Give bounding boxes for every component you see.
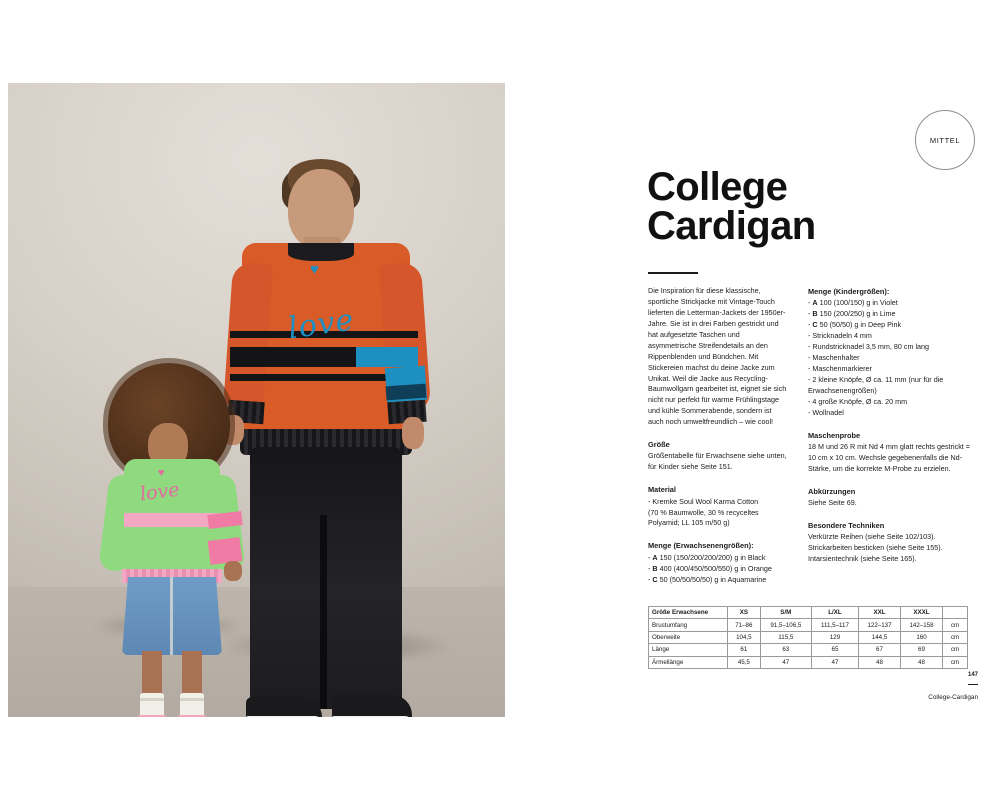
heading-menge-erwachsene: Menge (Erwachsenengrößen): bbox=[648, 541, 754, 551]
list-item: (70 % Baumwolle, 30 % recyceltes Polyamid; LL 105 m/50 g) bbox=[648, 507, 759, 528]
list-menge-kinder bbox=[808, 298, 970, 418]
table-header-cell bbox=[943, 607, 968, 619]
yarn-amount: 50 (50/50) g in Deep Pink bbox=[817, 320, 902, 330]
list-item bbox=[648, 553, 788, 564]
table-cell: 111,5–117 bbox=[811, 619, 858, 631]
table-cell: 160 bbox=[900, 631, 942, 643]
page-title-line1: College bbox=[647, 165, 788, 209]
table-header-cell: Größe Erwachsene bbox=[649, 607, 728, 619]
yarn-amount: 100 (100/150) g in Violet bbox=[817, 298, 898, 308]
footer-caption: College-Cardigan bbox=[928, 694, 978, 701]
list-material bbox=[648, 497, 788, 530]
difficulty-badge bbox=[915, 110, 975, 170]
bullet: - bbox=[648, 563, 653, 573]
bullet: - bbox=[808, 298, 813, 308]
text-abkuerzungen: Siehe Seite 69. bbox=[808, 497, 857, 507]
bullet: - bbox=[648, 574, 653, 584]
table-row bbox=[649, 631, 968, 643]
child-skirt-seam bbox=[170, 577, 173, 655]
adult-stripe-blue bbox=[356, 347, 418, 367]
list-item: - Wollnadel bbox=[808, 407, 844, 417]
yarn-letter: C bbox=[812, 320, 818, 330]
adult-left-shoe bbox=[246, 697, 322, 717]
table-row bbox=[649, 619, 968, 631]
list-item: - Maschenmarkierer bbox=[808, 363, 872, 373]
bullet: - bbox=[808, 309, 813, 319]
bullet: - bbox=[808, 320, 813, 330]
table-cell: 122–137 bbox=[859, 619, 901, 631]
child-embroidery-text: love bbox=[138, 478, 181, 506]
heading-maschenprobe: Maschenprobe bbox=[808, 430, 861, 440]
table-header-row bbox=[649, 607, 968, 619]
table-cell: 91,5–106,5 bbox=[760, 619, 811, 631]
table-cell: 142–158 bbox=[900, 619, 942, 631]
text-page bbox=[560, 0, 1000, 800]
page-title bbox=[647, 165, 967, 249]
page-title-line2: Cardigan bbox=[647, 204, 816, 249]
child-left-boot bbox=[136, 715, 168, 717]
child-right-boot bbox=[176, 715, 208, 717]
text-maschenprobe: 18 M und 26 R mit Nd 4 mm glatt rechts gestrickt = 10 cm x 10 cm. Wechsle gegebenenfalls die Nd-Stärke, um die korrekte M-Probe zu erzielen. bbox=[808, 441, 970, 473]
table-cell: Brustumfang bbox=[649, 619, 728, 631]
bullet: - bbox=[648, 552, 653, 562]
yarn-amount: 50 (50/50/50/50) g in Aquamarine bbox=[657, 574, 767, 584]
list-item bbox=[808, 309, 970, 320]
table-cell: 69 bbox=[900, 644, 942, 656]
table-cell: 47 bbox=[760, 656, 811, 668]
list-item: - 4 große Knöpfe, Ø ca. 20 mm bbox=[808, 396, 908, 406]
list-item bbox=[808, 320, 970, 331]
heading-besondere-techniken: Besondere Techniken bbox=[808, 520, 885, 530]
adult-right-shoe bbox=[332, 695, 412, 717]
list-menge-erwachsene bbox=[648, 553, 788, 586]
adult-trouser-seam bbox=[320, 515, 327, 709]
heading-groesse: Größe bbox=[648, 440, 670, 450]
adult-embroidery-text: love bbox=[285, 302, 357, 347]
table-cell: 67 bbox=[859, 644, 901, 656]
yarn-amount: 150 (150/200/200/200) g in Black bbox=[657, 552, 766, 562]
list-item bbox=[648, 564, 788, 575]
table-cell: 61 bbox=[728, 644, 761, 656]
difficulty-badge-label: MITTEL bbox=[929, 135, 961, 145]
list-item: - Kremke Soul Wool Karma Cotton bbox=[648, 496, 759, 506]
intro-text: Die Inspiration für diese klassische, sportliche Strickjacke mit Vintage-Touch lieferten die Letterman-Jackets der 1950er-Jahre. Sie ist in drei Farben gestrickt und hat aufgesetzte Taschen und asymmetrische Streifendetails an den Rippenblenden und Bündchen. Mit Stickereien machst du deine Jacke zum Unikat. Weil die Jacke aus Recycling-Baumwollgarn gearbeitet ist, eignet sie sich nicht nur perfekt für warme Frühlingstage und kühle Sommerabende, sondern ist auch noch umweltfreundlich – wie cool! bbox=[648, 286, 787, 427]
table-cell: 48 bbox=[859, 656, 901, 668]
text-groesse: Größentabelle für Erwachsene siehe unten, für Kinder siehe Seite 151. bbox=[648, 451, 787, 472]
table-header-cell: S/M bbox=[760, 607, 811, 619]
list-item: - Stricknadeln 4 mm bbox=[808, 331, 872, 341]
heading-material: Material bbox=[648, 485, 676, 495]
adult-sleeve-dark-band bbox=[386, 384, 427, 401]
table-cell: cm bbox=[943, 644, 968, 656]
child-stripe-pink bbox=[124, 513, 220, 527]
table-cell: 48 bbox=[900, 656, 942, 668]
table-row bbox=[649, 656, 968, 668]
table-cell: 65 bbox=[811, 644, 858, 656]
heart-icon: ♥ bbox=[158, 467, 165, 479]
list-item: - Rundstricknadel 3,5 mm, 80 cm lang bbox=[808, 342, 930, 351]
table-cell: Oberweite bbox=[649, 631, 728, 643]
pattern-photo bbox=[8, 83, 505, 717]
yarn-letter: A bbox=[652, 552, 658, 562]
table-header-cell: XXL bbox=[859, 607, 901, 619]
table-row bbox=[649, 644, 968, 656]
table-cell: 104,5 bbox=[728, 631, 761, 643]
child-right-hand bbox=[224, 561, 242, 581]
table-cell: cm bbox=[943, 619, 968, 631]
table-header-cell: L/XL bbox=[811, 607, 858, 619]
yarn-amount: 150 (200/250) g in Lime bbox=[817, 309, 896, 319]
yarn-letter: A bbox=[812, 298, 818, 308]
table-header-cell: XS bbox=[728, 607, 761, 619]
table-cell: cm bbox=[943, 656, 968, 668]
column-left bbox=[648, 286, 788, 585]
child-right-sock bbox=[180, 693, 204, 717]
intro-paragraph bbox=[648, 286, 788, 428]
yarn-letter: B bbox=[652, 563, 658, 573]
table-cell: 129 bbox=[811, 631, 858, 643]
yarn-letter: C bbox=[652, 574, 658, 584]
heading-abkuerzungen: Abkürzungen bbox=[808, 486, 856, 496]
table-cell: 144,5 bbox=[859, 631, 901, 643]
child-left-sock bbox=[140, 693, 164, 717]
text-besondere-techniken: Verkürzte Reihen (siehe Seite 102/103). Strickarbeiten besticken (siehe Seite 155). Intarsientechnik (siehe Seite 165). bbox=[808, 532, 943, 563]
adult-right-hand bbox=[402, 417, 424, 449]
yarn-amount: 400 (400/450/500/550) g in Orange bbox=[657, 563, 772, 573]
table-cell: Länge bbox=[649, 644, 728, 656]
size-table bbox=[648, 606, 968, 669]
column-right bbox=[808, 286, 970, 565]
table-cell: Ärmellänge bbox=[649, 656, 728, 668]
table-cell: 47 bbox=[811, 656, 858, 668]
list-item: - 2 kleine Knöpfe, Ø ca. 11 mm (nur für die Erwachsenengrößen) bbox=[808, 374, 944, 395]
list-item: - Maschenhalter bbox=[808, 352, 860, 362]
table-header-cell: XXXL bbox=[900, 607, 942, 619]
footer-divider bbox=[968, 684, 978, 685]
table-cell: 71–86 bbox=[728, 619, 761, 631]
table-cell: 45,5 bbox=[728, 656, 761, 668]
title-divider bbox=[648, 272, 698, 274]
list-item bbox=[648, 575, 788, 586]
yarn-letter: B bbox=[812, 309, 818, 319]
table-cell: 115,5 bbox=[760, 631, 811, 643]
list-item bbox=[808, 298, 970, 309]
heading-menge-kinder: Menge (Kindergrößen): bbox=[808, 287, 890, 296]
child-model bbox=[96, 363, 256, 717]
adult-model bbox=[236, 85, 451, 717]
adult-collar bbox=[288, 243, 354, 261]
heart-icon: ♥ bbox=[310, 261, 319, 278]
table-cell: 63 bbox=[760, 644, 811, 656]
page-number: 147 bbox=[967, 672, 978, 678]
table-cell: cm bbox=[943, 631, 968, 643]
